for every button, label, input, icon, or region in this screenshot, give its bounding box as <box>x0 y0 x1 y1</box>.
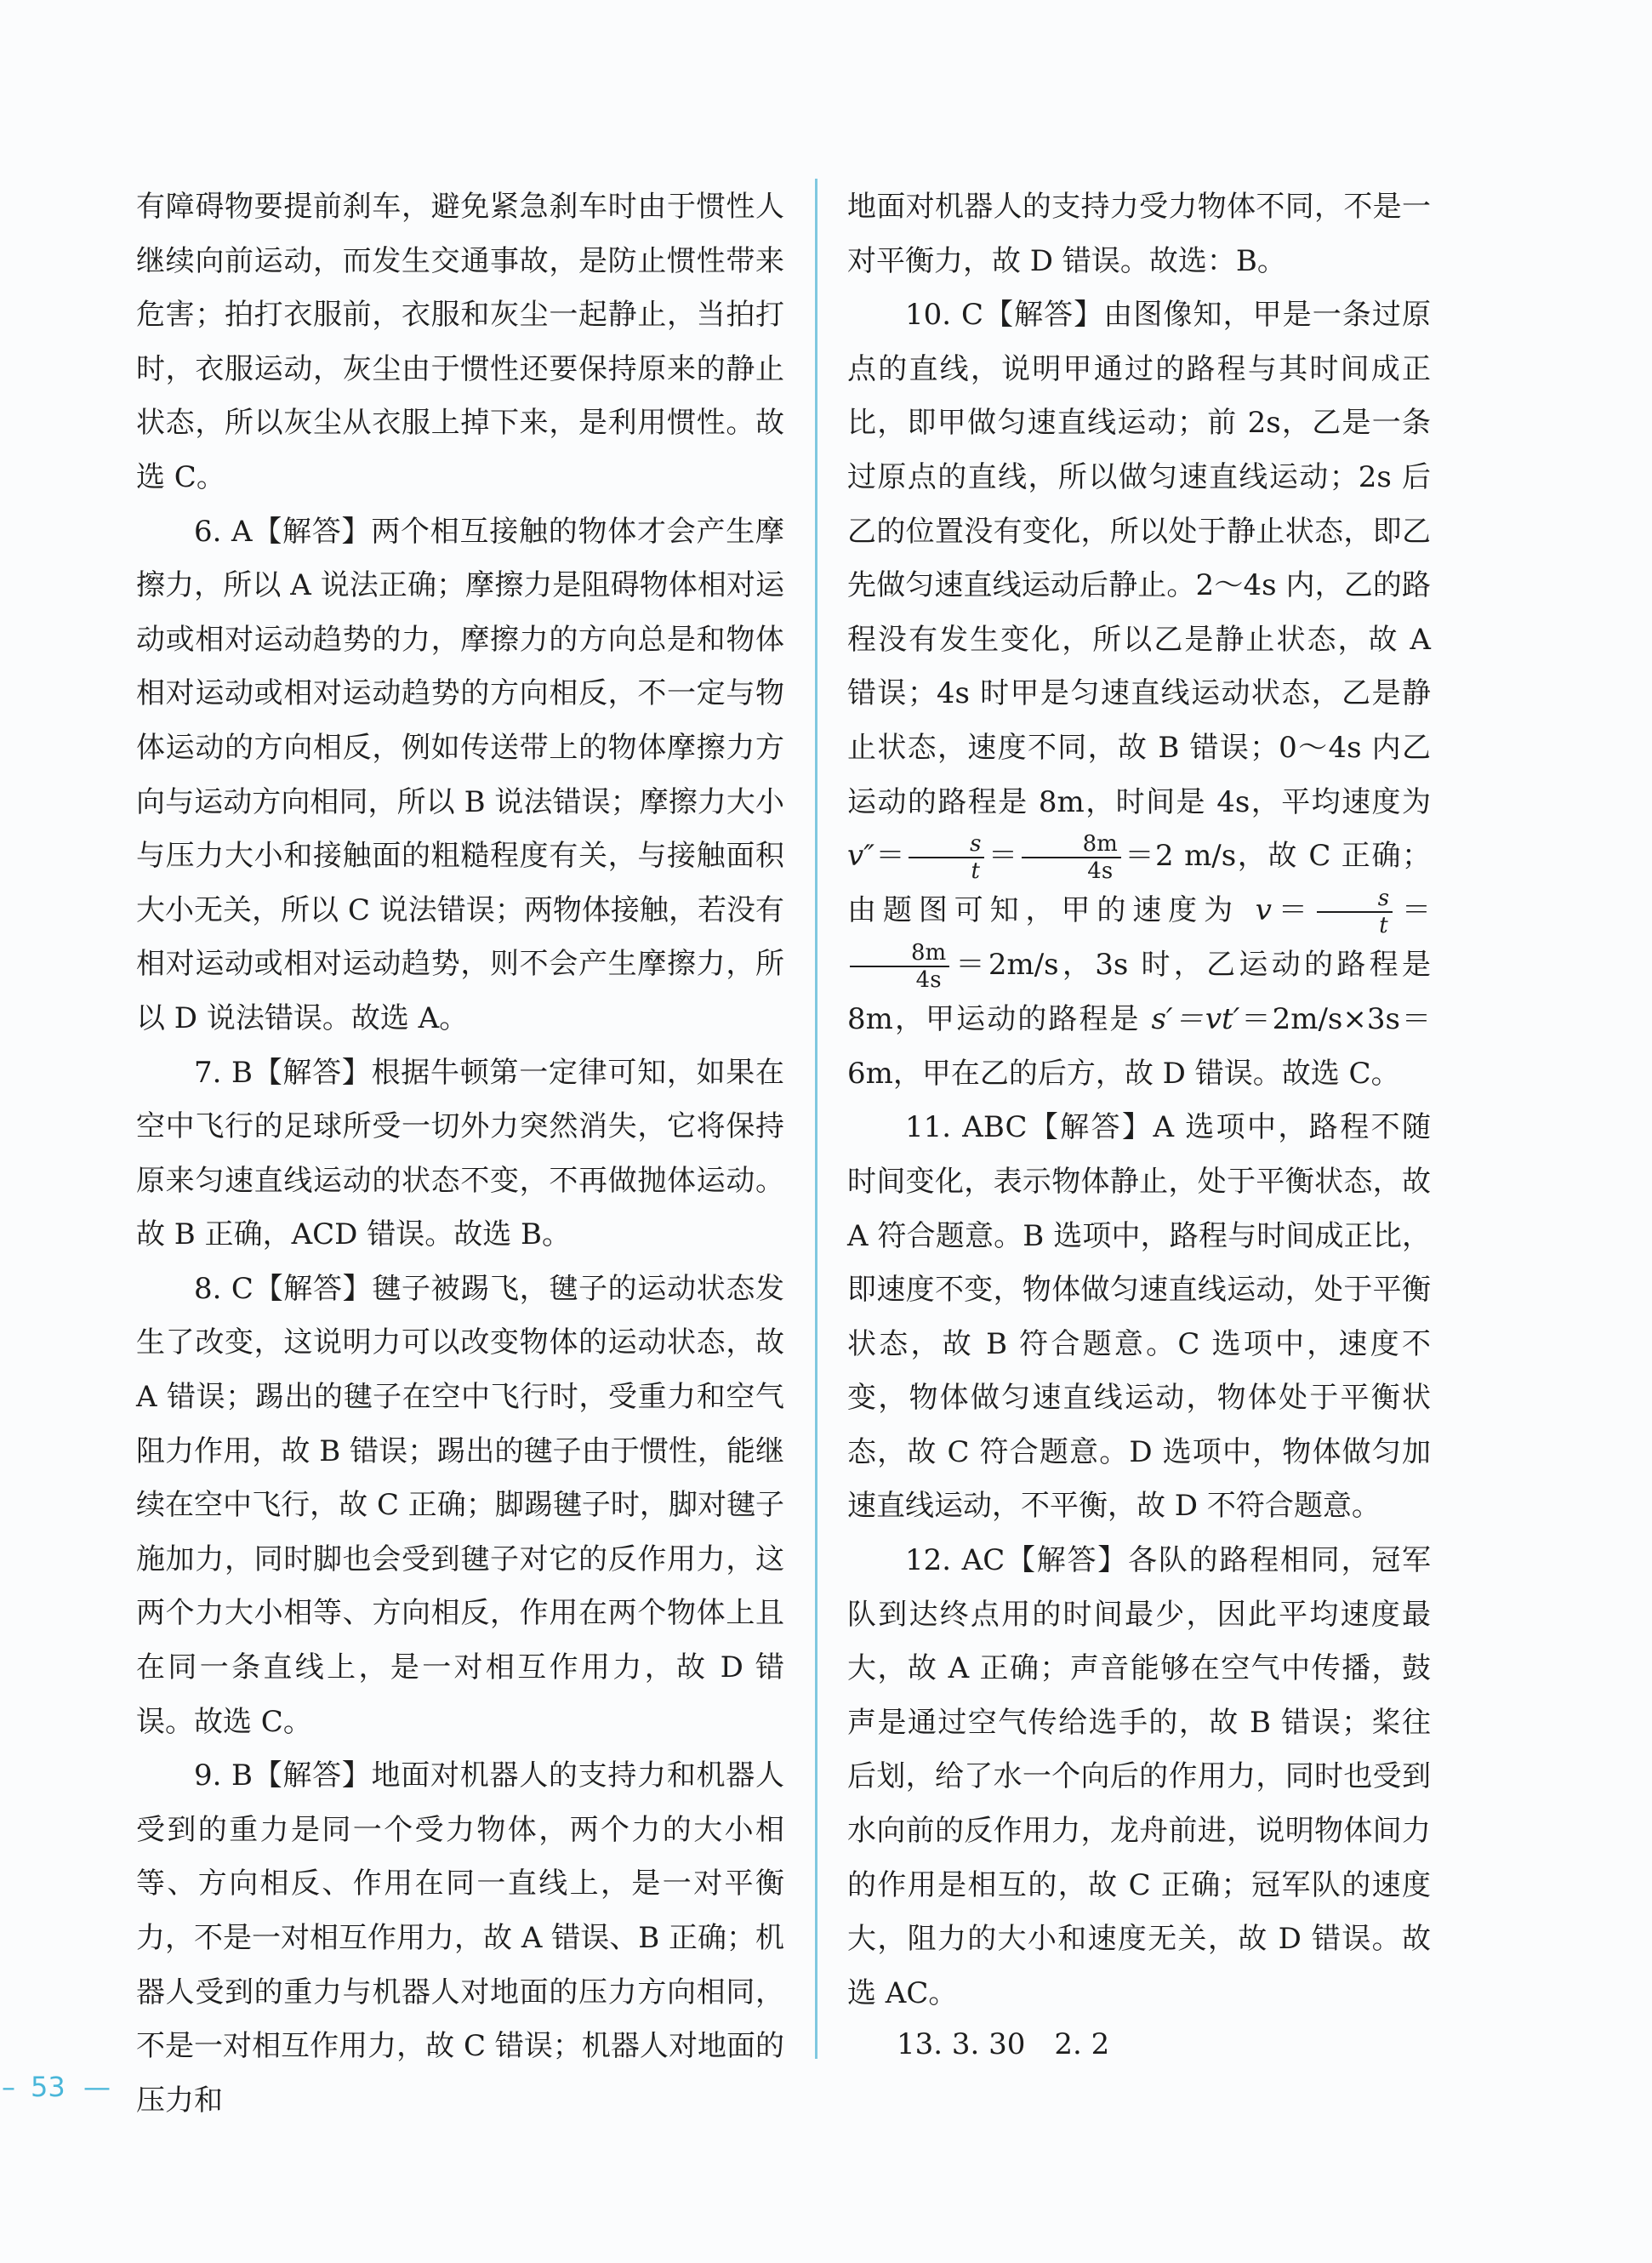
answer-10 <box>847 288 1431 1101</box>
answer-10-text-c: ＝2m/s，3s 时，乙运动的路程是 8m，甲运动的路程是 <box>847 948 1431 1037</box>
answer-8: 8. C【解答】毽子被踢飞，毽子的运动状态发生了改变，这说明力可以改变物体的运动状态，故 A 错误；踢出的毽子在空中飞行时，受重力和空气阻力作用，故 B 错误；踢出的毽子由于惯性，能继续在空中飞行，故 C 正确；脚踢毽子时，脚对毽子施加力，同时脚也会受到毽子对它的反作用力，这两个力大小相等、方向相反，作用在两个物体上且在同一条直线上，是一对相互作用力，故 D 错误。故选 C。 <box>136 1271 784 1739</box>
equals-sign: ＝ <box>1271 893 1314 928</box>
fraction-s-over-t <box>1317 886 1393 938</box>
answer-7: 7. B【解答】根据牛顿第一定律可知，如果在空中飞行的足球所受一切外力突然消失，它将保持原来匀速直线运动的状态不变，不再做抛体运动。故 B 正确，ACD 错误。故选 B。 <box>136 1055 784 1252</box>
equals-sign: ＝ <box>874 839 907 874</box>
left-column <box>136 180 784 2128</box>
distance-formula: s′＝vt′ <box>1151 1002 1240 1037</box>
answer-9-continuation: 地面对机器人的支持力受力物体不同，不是一对平衡力，故 D 错误。故选：B。 <box>847 190 1431 278</box>
fraction-numerator: s <box>1317 886 1393 913</box>
answer-13: 13. 3. 30 2. 2 <box>897 2027 1110 2061</box>
equals-sign: ＝ <box>1395 893 1432 928</box>
fraction-numerator: s <box>909 831 984 858</box>
fraction-8m-over-4s <box>850 940 949 993</box>
right-column <box>847 180 1431 2021</box>
answer-10-text-a: 10. C【解答】由图像知，甲是一条过原点的直线，说明甲通过的路程与其时间成正比，即甲做匀速直线运动；前 2s，乙是一条过原点的直线，所以做匀速直线运动；2s 后乙的位置没有变化，所以处于静止状态，即乙先做匀速直线运动后静止。2～4s 内，乙的路程没有发生变化，所以乙是静止状态，故 A 错误；4s 时甲是匀速直线运动状态，乙是静止状态，速度不同，故 B 错误；0～4s 内乙运动的路程是 8m，时间是 4s，平均速度为 <box>847 298 1431 819</box>
page-number-dash-left: – <box>2 2071 15 2103</box>
answer-12: 12. AC【解答】各队的路程相同，冠军队到达终点用的时间最少，因此平均速度最大，故 A 正确；声音能够在空气中传播，鼓声是通过空气传给选手的，故 B 错误；桨往后划，给了水一个向后的作用力，同时也受到水向前的反作用力，龙舟前进，说明物体间力的作用是相互的，故 C 正确；冠军队的速度大，阻力的大小和速度无关，故 D 错误。故选 AC。 <box>847 1543 1431 2010</box>
fraction-denominator: t <box>971 858 980 885</box>
speed-symbol: v <box>1255 893 1272 928</box>
fraction-numerator: 8m <box>1022 831 1121 858</box>
fraction-denominator: 4s <box>915 967 942 994</box>
equals-sign: ＝ <box>987 839 1019 874</box>
answer-9: 9. B【解答】地面对机器人的支持力和机器人受到的重力是同一个受力物体，两个力的大小相等、方向相反、作用在同一直线上，是一对平衡力，不是一对相互作用力，故 A 错误、B 正确；机器人受到的重力与机器人对地面的压力方向相同，不是一对相互作用力，故 C 错误；机器人对地面的压力和 <box>136 1759 784 2118</box>
answer-10-text-d: ＝2m/s×3s＝6m，甲在乙的后方，故 D 错误。故选 C。 <box>847 1002 1431 1091</box>
fraction-8m-over-4s <box>1022 831 1121 884</box>
paragraph-continuation: 有障碍物要提前刹车，避免紧急刹车时由于惯性人继续向前运动，而发生交通事故，是防止惯性带来危害；拍打衣服前，衣服和灰尘一起静止，当拍打时，衣服运动，灰尘由于惯性还要保持原来的静止状态，所以灰尘从衣服上掉下来，是利用惯性。故选 C。 <box>136 190 784 494</box>
fraction-numerator: 8m <box>850 940 949 967</box>
column-divider <box>815 179 817 2059</box>
answer-11: 11. ABC【解答】A 选项中，路程不随时间变化，表示物体静止，处于平衡状态，故 A 符合题意。B 选项中，路程与时间成正比，即速度不变，物体做匀速直线运动，处于平衡状态，故 B 符合题意。C 选项中，速度不变，物体做匀速直线运动，物体处于平衡状态，故 C 符合题意。D 选项中，物体做匀加速直线运动，不平衡，故 D 不符合题意。 <box>847 1110 1431 1524</box>
page-number-dash-right: — <box>83 2071 111 2103</box>
page-number-text: 53 <box>31 2071 66 2103</box>
avg-speed-symbol: v″ <box>847 839 874 874</box>
fraction-denominator: 4s <box>1087 858 1114 885</box>
fraction-s-over-t <box>909 831 984 884</box>
fraction-denominator: t <box>1379 913 1388 939</box>
answer-10-text-b: ＝2 m/s，故 C 正确；由题图可知，甲的速度为 <box>847 839 1431 928</box>
answer-6: 6. A【解答】两个相互接触的物体才会产生摩擦力，所以 A 说法正确；摩擦力是阻碍物体相对运动或相对运动趋势的力，摩擦力的方向总是和物体相对运动或相对运动趋势的方向相反，不一定与物体运动的方向相反，例如传送带上的物体摩擦力方向与运动方向相同，所以 B 说法错误；摩擦力大小与压力大小和接触面的粗糙程度有关，与接触面积大小无关，所以 C 说法错误；两物体接触，若没有相对运动或相对运动趋势，则不会产生摩擦力，所以 D 说法错误。故选 A。 <box>136 514 784 1035</box>
page-number <box>0 2066 128 2108</box>
